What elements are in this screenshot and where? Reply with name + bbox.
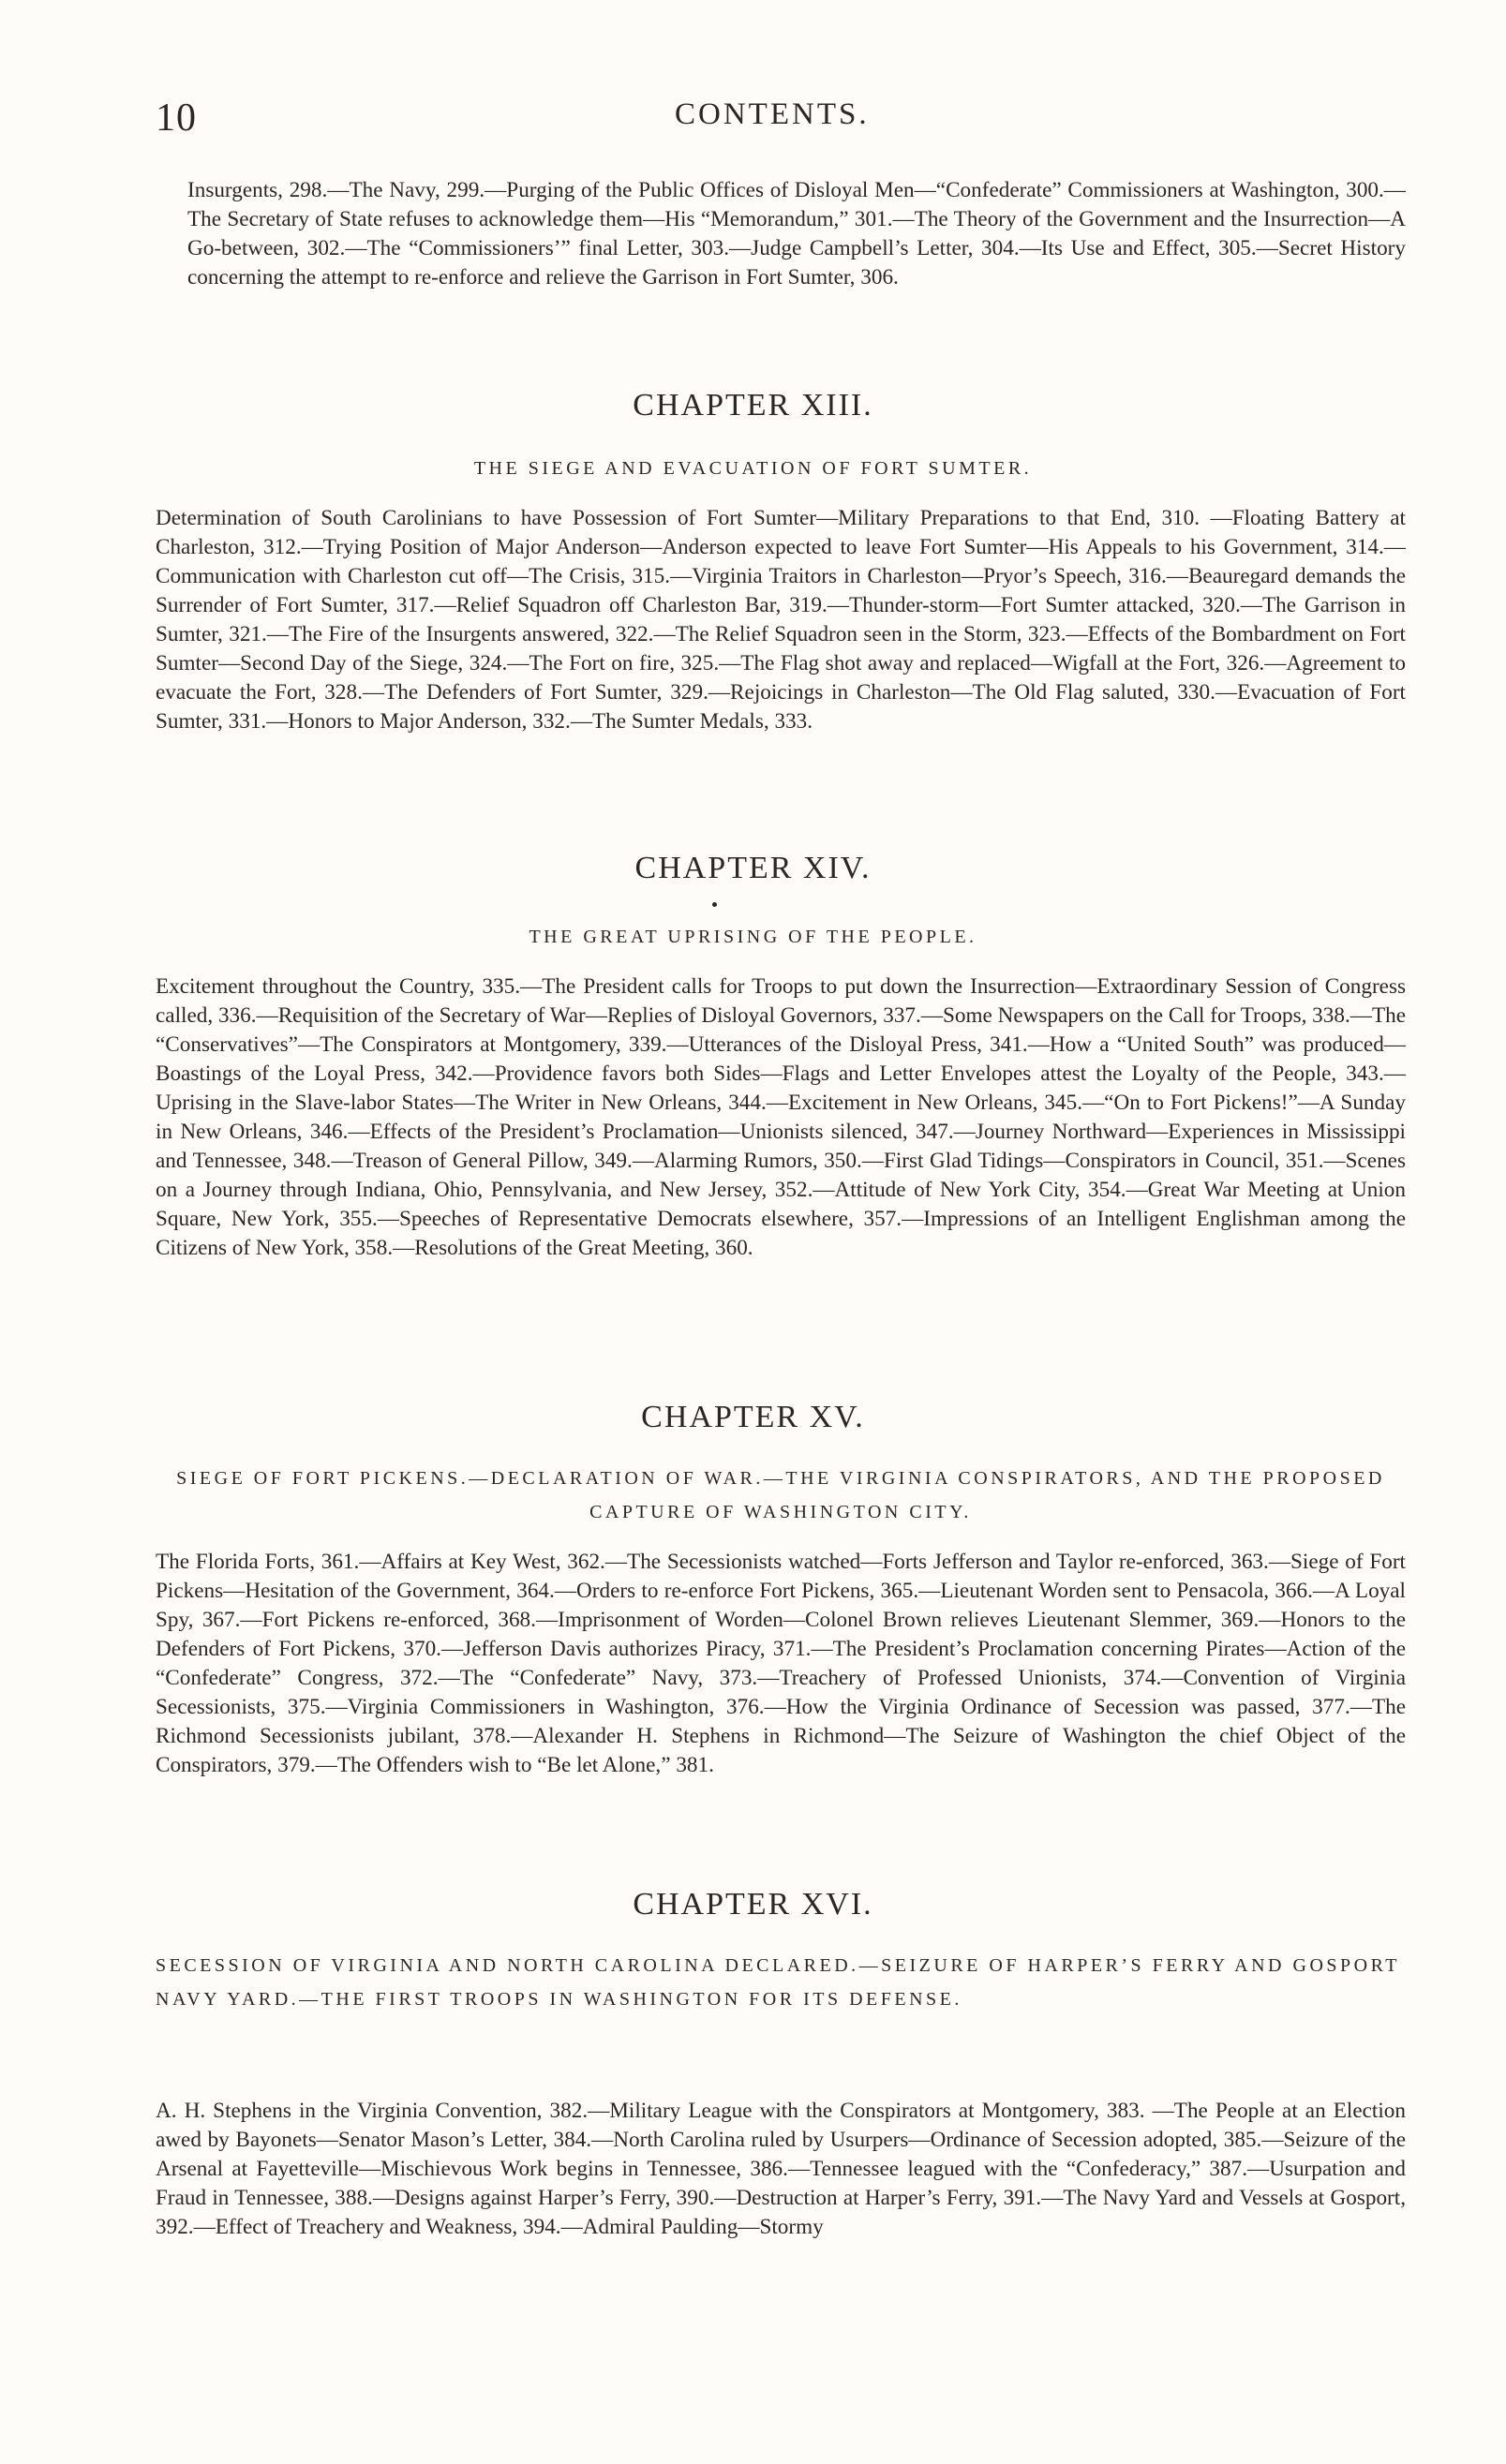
- ornament-dot: [712, 902, 717, 907]
- continuation-paragraph: Insurgents, 298.—The Navy, 299.—Purging of the Public Offices of Disloyal Men—“Confederate” Commissioners at Washington, 300.—The Secretary of State refuses to acknowledge them—His “Memorandum,” 301.—The Theory of the Government and the Insurrection—A Go-between, 302.—The “Commissioners’” final Letter, 303.—Judge Campbell’s Letter, 304.—Its Use and Effect, 305.—Secret History concerning the attempt to re-enforce and relieve the Garrison in Fort Sumter, 306.: [187, 178, 1406, 289]
- chapter-heading: CHAPTER XV.: [641, 1400, 865, 1434]
- chapter-summary: A. H. Stephens in the Virginia Convention, 382.—Military League with the Conspirators at Montgomery, 383. —The People at an Election awed by Bayonets—Senator Mason’s Letter, 384.—North Carolina ruled by Usurpers—Ordinance of Secession adopted, 385.—Seizure of the Arsenal at Fayetteville—Mischievous Work begins in Tennessee, 386.—Tennessee leagued with the “Confederacy,” 387.—Usurpation and Fraud in Tennessee, 388.—Designs against Harper’s Ferry, 390.—Destruction at Harper’s Ferry, 391.—The Navy Yard and Vessels at Gosport, 392.—Effect of Treachery and Weakness, 394.—Admiral Paulding—Stormy: [156, 2099, 1406, 2239]
- chapter-summary: Excitement throughout the Country, 335.—The President calls for Troops to put down the Insurrection—Extraordinary Session of Congress called, 336.—Requisition of the Secretary of War—Replies of Disloyal Governors, 337.—Some Newspapers on the Call for Troops, 338.—The “Conservatives”—The Conspirators at Montgomery, 339.—Utterances of the Disloyal Press, 341.—How a “United South” was produced—Boastings of the Loyal Press, 342.—Providence favors both Sides—Flags and Letter Envelopes attest the Loyalty of the People, 343.—Uprising in the Slave-labor States—The Writer in New Orleans, 344.—Excitement in New Orleans, 345.—“On to Fort Pickens!”—A Sunday in New Orleans, 346.—Effects of the President’s Proclamation—Unionists silenced, 347.—Journey Northward—Experiences in Mississippi and Tennessee, 348.—Treason of General Pillow, 349.—Alarming Rumors, 350.—First Glad Tidings—Conspirators in Council, 351.—Scenes on a Journey through Indiana, Ohio, Pennsylvania, and New Jersey, 352.—Attitude of New York City, 354.—Great War Meeting at Union Square, New York, 355.—Speeches of Representative Democrats elsewhere, 357.—Impressions of an Intelligent Englishman among the Citizens of New York, 358.—Resolutions of the Great Meeting, 360.: [156, 974, 1406, 1260]
- chapter-subtitle: SECESSION OF VIRGINIA AND NORTH CAROLINA DECLARED.—SEIZURE OF HARPER’S FERRY AND GOSPORT NAVY YARD.—THE FIRST TROOPS IN WASHINGTON FOR ITS DEFENSE.: [156, 1955, 1400, 2010]
- chapter-heading: CHAPTER XVI.: [633, 1887, 873, 1922]
- chapter-summary: Determination of South Carolinians to have Possession of Fort Sumter—Military Preparations to that End, 310. —Floating Battery at Charleston, 312.—Trying Position of Major Anderson—Anderson expected to leave Fort Sumter—His Appeals to his Government, 314.—Communication with Charleston cut off—The Crisis, 315.—Virginia Traitors in Charleston—Pryor’s Speech, 316.—Beauregard demands the Surrender of Fort Sumter, 317.—Relief Squadron off Charleston Bar, 319.—Thunder-storm—Fort Sumter attacked, 320.—The Garrison in Sumter, 321.—The Fire of the Insurgents answered, 322.—The Relief Squadron seen in the Storm, 323.—Effects of the Bombardment on Fort Sumter—Second Day of the Siege, 324.—The Fort on fire, 325.—The Flag shot away and replaced—Wigfall at the Fort, 326.—Agreement to evacuate the Fort, 328.—The Defenders of Fort Sumter, 329.—Rejoicings in Charleston—The Old Flag saluted, 330.—Evacuation of Fort Sumter, 331.—Honors to Major Anderson, 332.—The Sumter Medals, 333.: [156, 506, 1406, 734]
- running-title: CONTENTS.: [675, 97, 870, 131]
- page-number: 10: [156, 96, 197, 140]
- chapter-heading: CHAPTER XIII.: [633, 388, 873, 423]
- chapter-subtitle: THE SIEGE AND EVACUATION OF FORT SUMTER.: [473, 458, 1033, 479]
- chapter-subtitle: SIEGE OF FORT PICKENS.—DECLARATION OF WAR.—THE VIRGINIA CONSPIRATORS, AND THE PROPOSED CAPTURE OF WASHINGTON CITY.: [176, 1468, 1385, 1522]
- chapter-heading: CHAPTER XIV.: [634, 851, 872, 885]
- chapter-subtitle: THE GREAT UPRISING OF THE PEOPLE.: [529, 927, 977, 947]
- chapter-summary: The Florida Forts, 361.—Affairs at Key West, 362.—The Secessionists watched—Forts Jefferson and Taylor re-enforced, 363.—Siege of Fort Pickens—Hesitation of the Government, 364.—Orders to re-enforce Fort Pickens, 365.—Lieutenant Worden sent to Pensacola, 366.—A Loyal Spy, 367.—Fort Pickens re-enforced, 368.—Imprisonment of Worden—Colonel Brown relieves Lieutenant Slemmer, 369.—Honors to the Defenders of Fort Pickens, 370.—Jefferson Davis authorizes Piracy, 371.—The President’s Proclamation concerning Pirates—Action of the “Confederate” Congress, 372.—The “Confederate” Navy, 373.—Treachery of Professed Unionists, 374.—Convention of Virginia Secessionists, 375.—Virginia Commissioners in Washington, 376.—How the Virginia Ordinance of Secession was passed, 377.—The Richmond Secessionists jubilant, 378.—Alexander H. Stephens in Richmond—The Seizure of Washington the chief Object of the Conspirators, 379.—The Offenders wish to “Be let Alone,” 381.: [156, 1550, 1406, 1777]
